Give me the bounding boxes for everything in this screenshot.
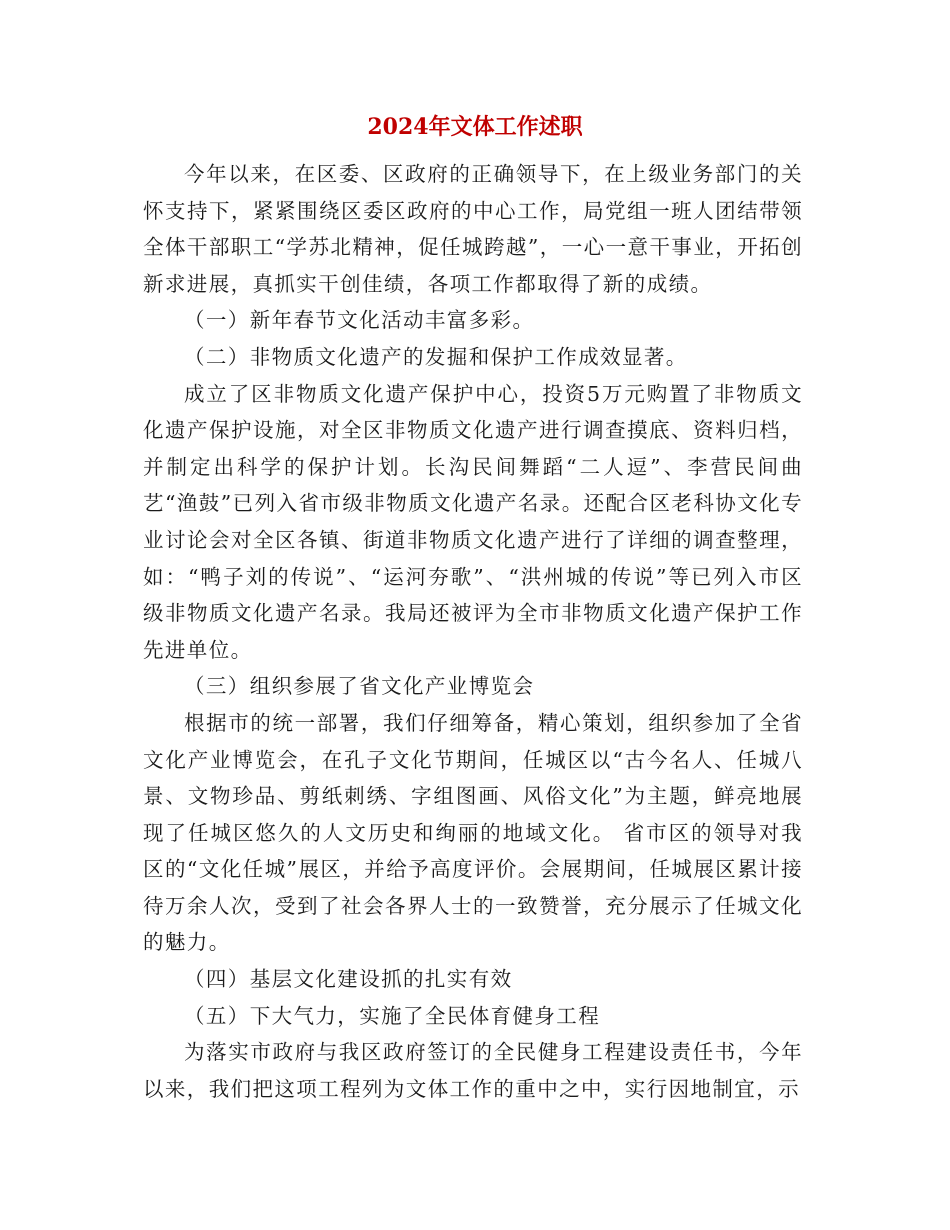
document-body	[143, 156, 803, 1107]
section-heading-2: （二）非物质文化遗产的发掘和保护工作成效显著。	[184, 344, 688, 369]
section-heading-3: （三）组织参展了省文化产业博览会	[184, 674, 535, 699]
section-heading-1: （一）新年春节文化活动丰富多彩。	[184, 308, 535, 333]
document-title: 2024年文体工作述职	[367, 114, 583, 140]
paragraph-intro: 今年以来，在区委、区政府的正确领导下，在上级业务部门的关怀支持下，紧紧围绕区委区政府的中心工作，局党组一班人团结带领全体干部职工“学苏北精神，促任城跨越”，一心一意干事业，开拓创新求进展，真抓实干创佳绩，各项工作都取得了新的成绩。	[143, 162, 803, 296]
paragraph-heritage: 成立了区非物质文化遗产保护中心，投资5万元购置了非物质文化遗产保护设施，对全区非物质文化遗产进行调查摸底、资料归档，并制定出科学的保护计划。长沟民间舞蹈“二人逗”、李营民间曲艺“渔鼓”已列入省市级非物质文化遗产名录。还配合区老科协文化专业讨论会对全区各镇、街道非物质文化遗产进行了详细的调查整理，如：“鸭子刘的传说”、“运河夯歌”、“洪州城的传说”等已列入市区级非物质文化遗产名录。我局还被评为全市非物质文化遗产保护工作先进单位。	[143, 381, 803, 662]
paragraph-fitness: 为落实市政府与我区政府签订的全民健身工程建设责任书，今年以来，我们把这项工程列为文体工作的重中之中，实行因地制宜，示	[143, 1040, 803, 1101]
paragraph-expo: 根据市的统一部署，我们仔细筹备，精心策划，组织参加了全省文化产业博览会，在孔子文化节期间，任城区以“古今名人、任城八景、文物珍品、剪纸刺绣、字组图画、风俗文化”为主题，鲜亮地展现了任城区悠久的人文历史和绚丽的地域文化。 省市区的领导对我区的“文化任城”展区，并给予高度评价。会展期间，任城展区累计接待万余人次，受到了社会各界人士的一致赞誉，充分展示了任城文化的魅力。	[143, 710, 803, 955]
section-heading-4: （四）基层文化建设抓的扎实有效	[184, 967, 513, 992]
section-heading-5: （五）下大气力，实施了全民体育健身工程	[184, 1003, 601, 1028]
